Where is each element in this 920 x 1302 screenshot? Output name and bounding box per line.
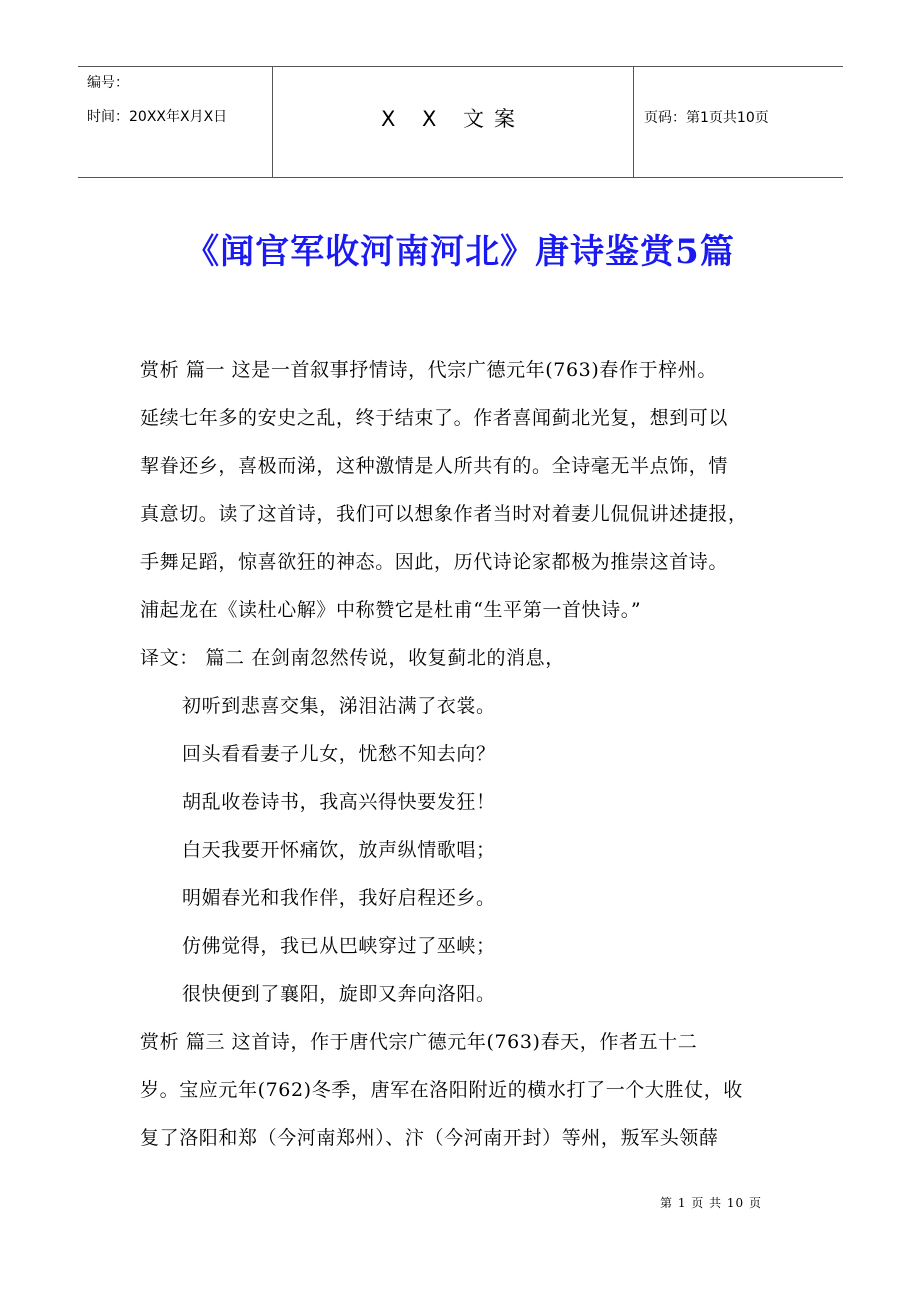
poem-line: 胡乱收卷诗书，我高兴得快要发狂！ (182, 791, 496, 813)
poem-line: 白天我要开怀痛饮，放声纵情歌唱； (182, 839, 496, 861)
document-header (78, 66, 843, 178)
poem-line: 仿佛觉得，我已从巴峡穿过了巫峡； (182, 935, 496, 957)
body-line: 译文： 篇二 在剑南忽然传说，收复蓟北的消息， (140, 647, 565, 669)
body-line: 岁。宝应元年(762)冬季，唐军在洛阳附近的横水打了一个大胜仗，收 (140, 1079, 743, 1101)
poem-line: 很快便到了襄阳，旋即又奔向洛阳。 (182, 983, 496, 1005)
body-line: 真意切。读了这首诗，我们可以想象作者当时对着妻儿侃侃讲述捷报， (140, 503, 748, 525)
poem-line: 初听到悲喜交集，涕泪沾满了衣裳。 (182, 695, 496, 717)
page-footer: 第 1 页 共 10 页 (660, 1196, 762, 1210)
poem-line: 回头看看妻子儿女，忧愁不知去向？ (182, 743, 496, 765)
body-line: 浦起龙在《读杜心解》中称赞它是杜甫“生平第一首快诗。” (140, 599, 642, 621)
header-center-title: X X 文案 (380, 107, 526, 131)
body-line: 复了洛阳和郑（今河南郑州）、汴（今河南开封）等州，叛军头领薛 (140, 1127, 719, 1149)
body-line: 赏析 篇一 这是一首叙事抒情诗，代宗广德元年(763)春作于梓州。 (140, 359, 717, 381)
body-line: 手舞足蹈，惊喜欲狂的神态。因此，历代诗论家都极为推崇这首诗。 (140, 551, 729, 573)
body-line: 挈眷还乡，喜极而涕，这种激情是人所共有的。全诗毫无半点饰，情 (140, 455, 729, 477)
page-number-label: 页码：第1页共10页 (644, 110, 769, 126)
serial-number-label: 编号： (87, 75, 129, 91)
date-label: 时间：20XX年X月X日 (87, 109, 228, 125)
body-line: 延续七年多的安史之乱，终于结束了。作者喜闻蓟北光复，想到可以 (140, 407, 729, 429)
poem-line: 明媚春光和我作伴，我好启程还乡。 (182, 887, 496, 909)
body-line: 赏析 篇三 这首诗，作于唐代宗广德元年(763)春天，作者五十二 (140, 1031, 698, 1053)
document-title: 《闻官军收河南河北》唐诗鉴赏5篇 (185, 232, 735, 272)
header-divider-right (633, 67, 634, 177)
